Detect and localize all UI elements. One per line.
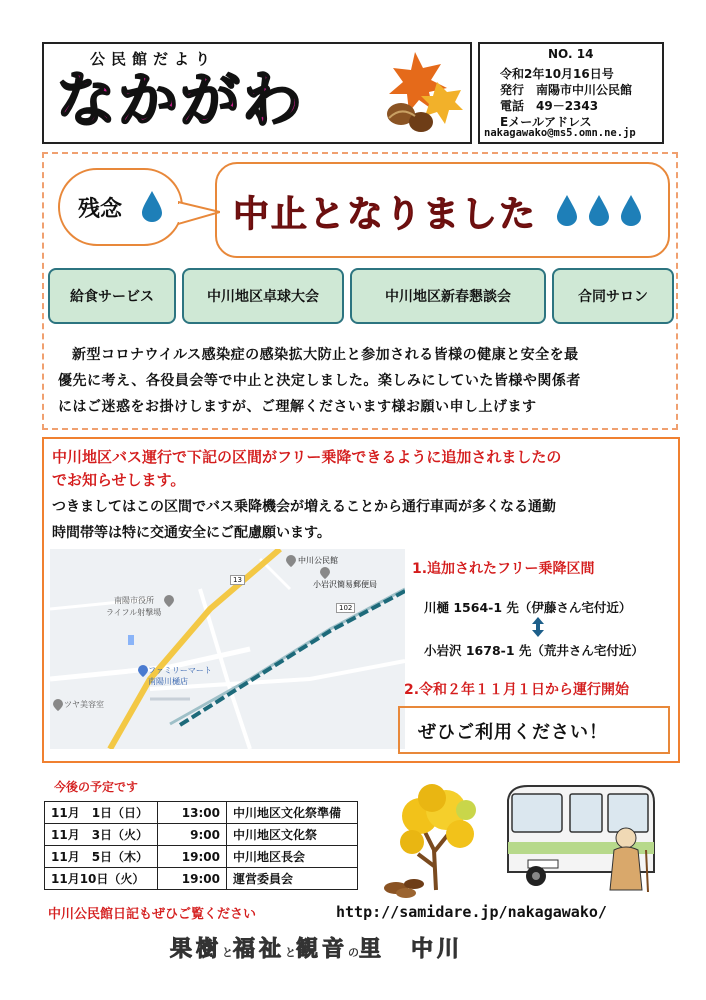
map-pin-icon	[53, 699, 63, 711]
slogan-part: 観音	[296, 937, 349, 962]
cancelled-event: 中川地区新春懇談会	[350, 268, 546, 324]
slogan-particle: の	[348, 946, 360, 959]
diary-notice: 中川公民館日記もぜひご覧ください	[48, 907, 257, 922]
slogan-particle: と	[222, 946, 234, 959]
notice-line: にはご迷惑をお掛けしますが、ご理解くださいます様お願い申し上げます	[58, 399, 537, 415]
schedule-event: 運営委員会	[227, 868, 358, 890]
map-label: ライフル射撃場	[106, 608, 162, 617]
schedule-title: 今後の予定です	[54, 780, 139, 794]
bus-notice-line: 時間帯等は特に交通安全にご配慮願います。	[52, 525, 331, 541]
stop-from: 川樋 1564-1 先（伊藤さん宅付近）	[424, 600, 632, 615]
schedule-event: 中川地区長会	[227, 846, 358, 868]
map-label: ツヤ美容室	[64, 700, 104, 709]
bus-headline	[52, 446, 672, 492]
notice-line: 優先に考え、各役員会等で中止と決定しました。楽しみにしていた皆様や関係者	[58, 373, 581, 389]
map-label: 小岩沢簡易郵便局	[313, 580, 377, 589]
cancel-notice	[58, 342, 674, 420]
map-label: 南陽川樋店	[148, 677, 188, 686]
headline-line: でお知らせします。	[52, 471, 186, 489]
bubble-text: 残念	[78, 197, 123, 222]
website-link[interactable]: http://samidare.jp/nakagawako/	[336, 903, 607, 921]
slogan-particle: と	[285, 946, 297, 959]
schedule-date: 11月 5日（木）	[45, 846, 158, 868]
cancelled-event: 給食サービス	[48, 268, 176, 324]
table-row	[45, 868, 358, 890]
start-date-heading: 2.令和２年１１月１日から運行開始	[404, 682, 630, 698]
cta-text: ぜひご利用ください！	[418, 722, 608, 743]
email-address: nakagawako@ms5.omn.ne.jp	[484, 127, 636, 139]
autumn-leaves-icon	[375, 48, 467, 140]
free-stop-heading: 1.追加されたフリー乗降区間	[412, 561, 595, 577]
cancelled-event: 合同サロン	[552, 268, 674, 324]
table-row	[45, 846, 358, 868]
cancel-banner-text: 中止となりました	[233, 194, 538, 235]
masthead-kicker: 公民館だより	[90, 50, 217, 68]
map-pin-icon	[320, 567, 330, 579]
slogan-part: 果樹	[170, 937, 223, 962]
schedule-date: 11月 3日（火）	[45, 824, 158, 846]
map-pin-icon	[164, 595, 174, 607]
bubble-tail	[178, 198, 220, 228]
slogan	[170, 932, 463, 963]
schedule-date: 11月 1日（日）	[45, 802, 158, 824]
teardrop-icon	[556, 194, 578, 226]
table-row	[45, 802, 358, 824]
teardrop-icon	[620, 194, 642, 226]
bus-icon	[498, 780, 666, 896]
issue-date: 令和2年10月16日号	[500, 67, 614, 81]
schedule-time: 9:00	[158, 824, 227, 846]
slogan-part: 福祉	[233, 937, 286, 962]
route-sign: 102	[336, 603, 355, 613]
schedule-time: 19:00	[158, 846, 227, 868]
ginkgo-tree-icon	[376, 780, 496, 898]
route-sign: 13	[230, 575, 245, 585]
cancelled-event: 中川地区卓球大会	[182, 268, 344, 324]
map-pin-icon	[286, 555, 296, 567]
publisher: 発行 南陽市中川公民館	[500, 83, 633, 97]
bus-notice-line: つきましてはこの区間でバス乗降機会が増えることから通行車両が多くなる通勤	[52, 499, 556, 515]
email-label: Eメールアドレス	[500, 115, 592, 129]
headline-line: 中川地区バス運行で下記の区間がフリー乗降できるように追加されましたの	[52, 448, 562, 466]
teardrop-icon	[141, 190, 163, 222]
masthead-title: なかがわ	[56, 66, 304, 136]
notice-line: 新型コロナウイルス感染症の感染拡大防止と参加される皆様の健康と安全を最	[72, 347, 579, 363]
schedule-event: 中川地区文化祭準備	[227, 802, 358, 824]
up-down-arrow-icon	[532, 617, 544, 637]
teardrop-icon	[588, 194, 610, 226]
map-pin-icon	[138, 665, 148, 677]
slogan-part: 里 中川	[359, 937, 464, 962]
schedule-date: 11月10日（火）	[45, 868, 158, 890]
issue-number: NO. 14	[548, 47, 594, 61]
bus-notice	[52, 494, 672, 546]
map-label: ファミリーマート	[148, 666, 212, 675]
map-label: 南陽市役所	[114, 596, 154, 605]
map-label: 中川公民館	[298, 556, 338, 565]
route-map[interactable]	[50, 549, 405, 749]
schedule-time: 13:00	[158, 802, 227, 824]
stop-to: 小岩沢 1678-1 先（荒井さん宅付近）	[424, 643, 644, 658]
phone: 電話 49－2343	[500, 99, 599, 113]
schedule-event: 中川地区文化祭	[227, 824, 358, 846]
schedule-table	[44, 801, 358, 890]
table-row	[45, 824, 358, 846]
schedule-time: 19:00	[158, 868, 227, 890]
